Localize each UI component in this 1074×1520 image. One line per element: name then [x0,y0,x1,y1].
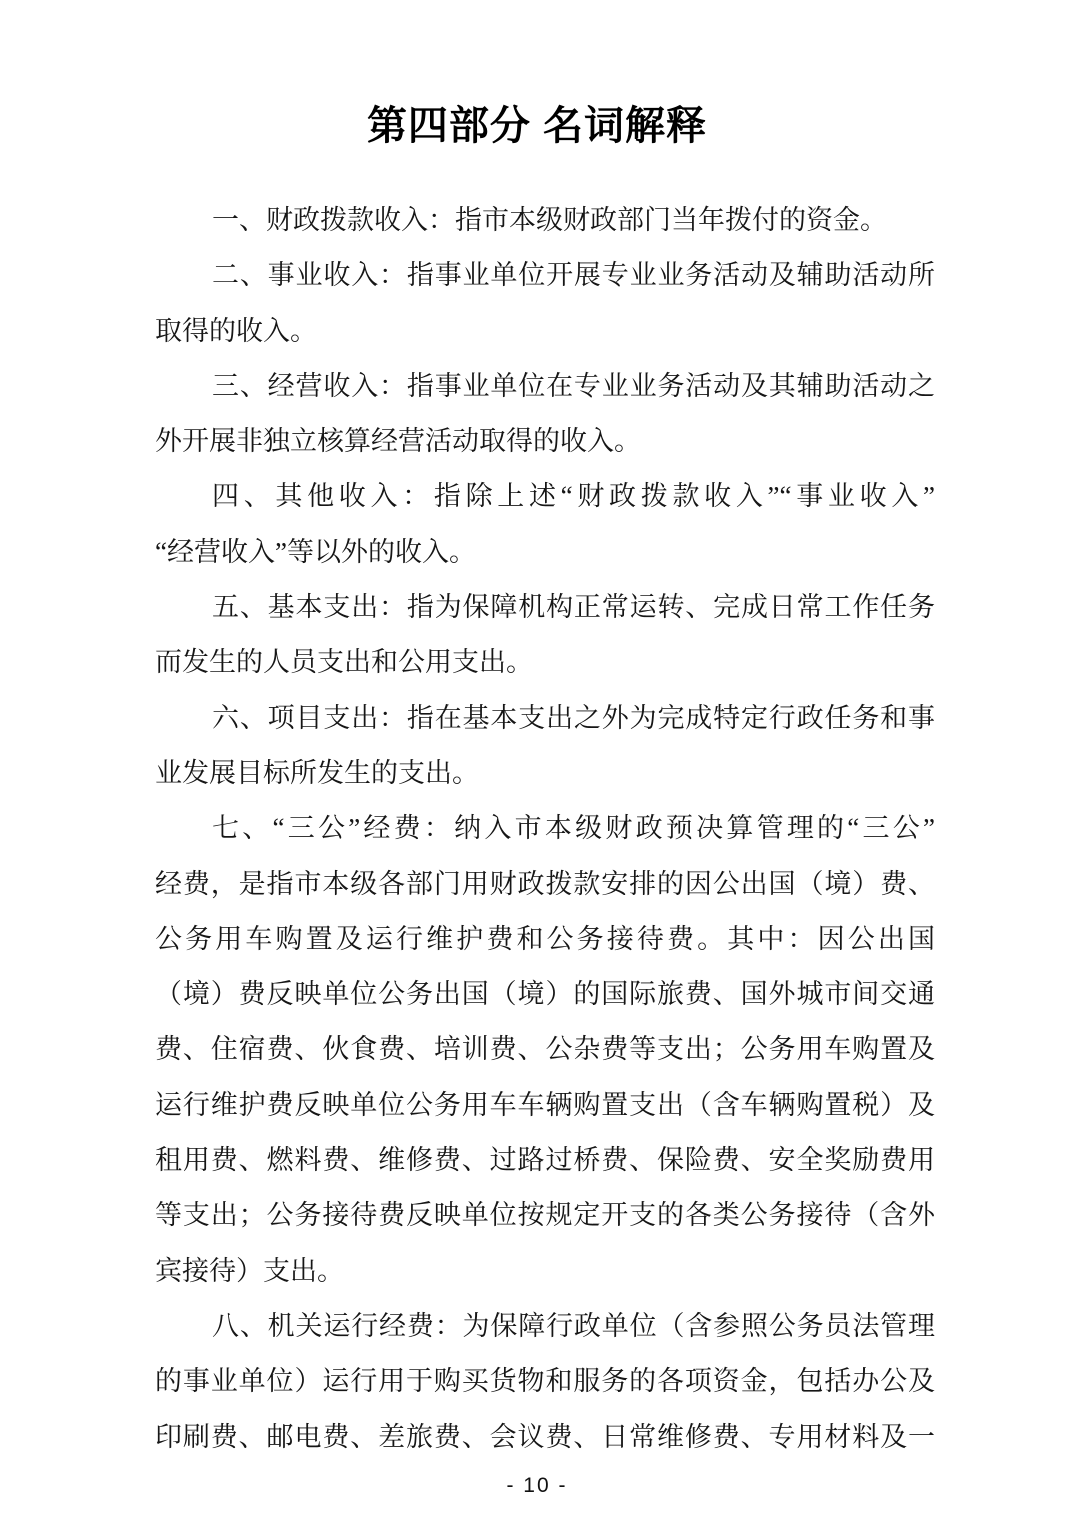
text-line: 宾接待）支出。 [155,1255,344,1286]
text-line: 经费，是指市本级各部门用财政拨款安排的因公出国（境）费、 [155,868,935,899]
text-line: 费、住宿费、伙食费、培训费、公杂费等支出；公务用车购置及 [155,1034,935,1065]
text-line: 一、财政拨款收入：指市本级财政部门当年拨付的资金。 [212,205,887,235]
text-line: 八、机关运行经费：为保障行政单位（含参照公务员法管理 [212,1310,935,1341]
page-title: 第四部分 名词解释 [366,104,708,148]
text-line: 三、经营收入：指事业单位在专业业务活动及其辅助活动之 [212,370,935,401]
text-line: 二、事业收入：指事业单位开展专业业务活动及辅助活动所 [212,260,935,291]
text-line: 六、项目支出：指在基本支出之外为完成特定行政任务和事 [212,702,935,733]
text-line: “经营收入”等以外的收入。 [155,536,476,567]
text-line: 的事业单位）运行用于购买货物和服务的各项资金，包括办公及 [155,1366,935,1397]
text-line: 外开展非独立核算经营活动取得的收入。 [155,426,641,457]
text-line: 等支出；公务接待费反映单位按规定开支的各类公务接待（含外 [155,1200,935,1231]
text-line: 而发生的人员支出和公用支出。 [155,647,533,678]
text-line: 印刷费、邮电费、差旅费、会议费、日常维修费、专用材料及一 [155,1421,935,1452]
text-line: 七、“三公”经费：纳入市本级财政预决算管理的“三公” [212,813,935,844]
document-body [155,193,935,1465]
text-line: 取得的收入。 [155,315,317,346]
text-line: 业发展目标所发生的支出。 [155,757,479,788]
text-line: （境）费反映单位公务出国（境）的国际旅费、国外城市间交通 [155,979,935,1010]
text-line: 四、其他收入：指除上述“财政拨款收入”“事业收入” [212,481,935,512]
text-line: 公务用车购置及运行维护费和公务接待费。其中：因公出国 [155,923,935,954]
page-number: - 10 - [506,1474,568,1497]
text-line: 运行维护费反映单位公务用车车辆购置支出（含车辆购置税）及 [155,1089,935,1120]
text-line: 五、基本支出：指为保障机构正常运转、完成日常工作任务 [212,592,935,623]
text-line: 租用费、燃料费、维修费、过路过桥费、保险费、安全奖励费用 [155,1145,935,1176]
